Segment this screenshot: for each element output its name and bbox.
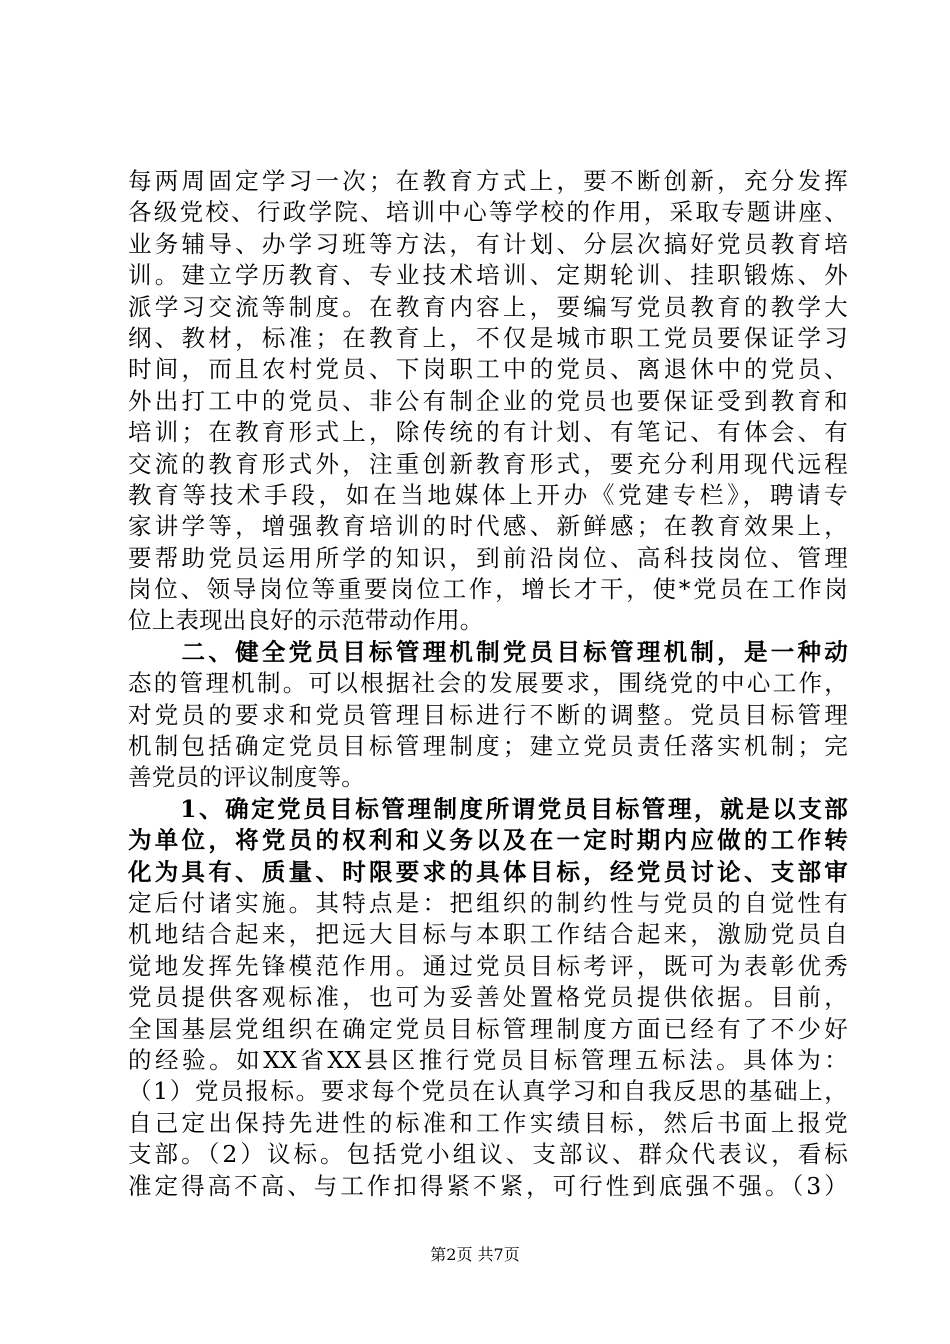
- page-number-footer: 第2页 共7页: [430, 1245, 520, 1264]
- subsection-heading-line: 1、确定党员目标管理制度所谓党员目标管理，就是以支部: [128, 794, 848, 823]
- text-line: 准定得高不高、与工作扣得紧不紧，可行性到底强不强。（3）: [128, 1171, 848, 1200]
- text-line: 各级党校、行政学院、培训中心等学校的作用，采取专题讲座、: [128, 198, 848, 227]
- text-line: 交流的教育形式外，注重创新教育形式，要充分利用现代远程: [128, 449, 848, 478]
- text-line: 机地结合起来，把远大目标与本职工作结合起来，激励党员自: [128, 920, 848, 949]
- text-line: 每两周固定学习一次；在教育方式上，要不断创新，充分发挥: [128, 167, 848, 195]
- text-line: 纲、教材，标准；在教育上，不仅是城市职工党员要保证学习: [128, 323, 848, 352]
- text-line: 善党员的评议制度等。: [128, 763, 365, 792]
- document-body: [128, 166, 848, 1202]
- text-line: 家讲学等，增强教育培训的时代感、新鲜感；在教育效果上，: [128, 512, 848, 541]
- text-line: 位上表现出良好的示范带动作用。: [128, 606, 484, 635]
- text-line: 教育等技术手段，如在当地媒体上开办《党建专栏》，聘请专: [128, 480, 848, 509]
- subsection-heading-line: 化为具有、质量、时限要求的具体目标，经党员讨论、支部审: [128, 857, 848, 886]
- text-line: 岗位、领导岗位等重要岗位工作，增长才干，使*党员在工作岗: [128, 575, 848, 604]
- text-line: 态的管理机制。可以根据社会的发展要求，围绕党的中心工作，: [128, 669, 848, 698]
- text-line: 觉地发挥先锋模范作用。通过党员目标考评，既可为表彰优秀: [128, 951, 848, 980]
- text-line: （1）党员报标。要求每个党员在认真学习和自我反思的基础上，: [128, 1077, 848, 1106]
- section-heading-line: 二、健全党员目标管理机制党员目标管理机制，是一种动: [128, 637, 848, 666]
- text-line: 自己定出保持先进性的标准和工作实绩目标，然后书面上报党: [128, 1108, 848, 1137]
- text-line: 定后付诸实施。其特点是：把组织的制约性与党员的自觉性有: [128, 888, 848, 917]
- text-line: 机制包括确定党员目标管理制度；建立党员责任落实机制；完: [128, 732, 848, 761]
- text-line: 全国基层党组织在确定党员目标管理制度方面已经有了不少好: [128, 1014, 848, 1043]
- text-line: 的经验。如XX省XX县区推行党员目标管理五标法。具体为：: [128, 1045, 848, 1074]
- text-line: 对党员的要求和党员管理目标进行不断的调整。党员目标管理: [128, 700, 848, 729]
- text-line: 培训；在教育形式上，除传统的有计划、有笔记、有体会、有: [128, 418, 848, 447]
- text-line: 支部。（2）议标。包括党小组议、支部议、群众代表议，看标: [128, 1140, 848, 1169]
- text-line: 外出打工中的党员、非公有制企业的党员也要保证受到教育和: [128, 386, 848, 415]
- text-line: 业务辅导、办学习班等方法，有计划、分层次搞好党员教育培: [128, 229, 848, 258]
- text-line: 训。建立学历教育、专业技术培训、定期轮训、挂职锻炼、外: [128, 261, 848, 290]
- text-line: 派学习交流等制度。在教育内容上，要编写党员教育的教学大: [128, 292, 848, 321]
- subsection-heading-line: 为单位，将党员的权利和义务以及在一定时期内应做的工作转: [128, 826, 848, 855]
- text-line: 要帮助党员运用所学的知识，到前沿岗位、高科技岗位、管理: [128, 543, 848, 572]
- text-line: 党员提供客观标准，也可为妥善处置格党员提供依据。目前，: [128, 983, 848, 1012]
- text-line: 时间，而且农村党员、下岗职工中的党员、离退休中的党员、: [128, 355, 848, 384]
